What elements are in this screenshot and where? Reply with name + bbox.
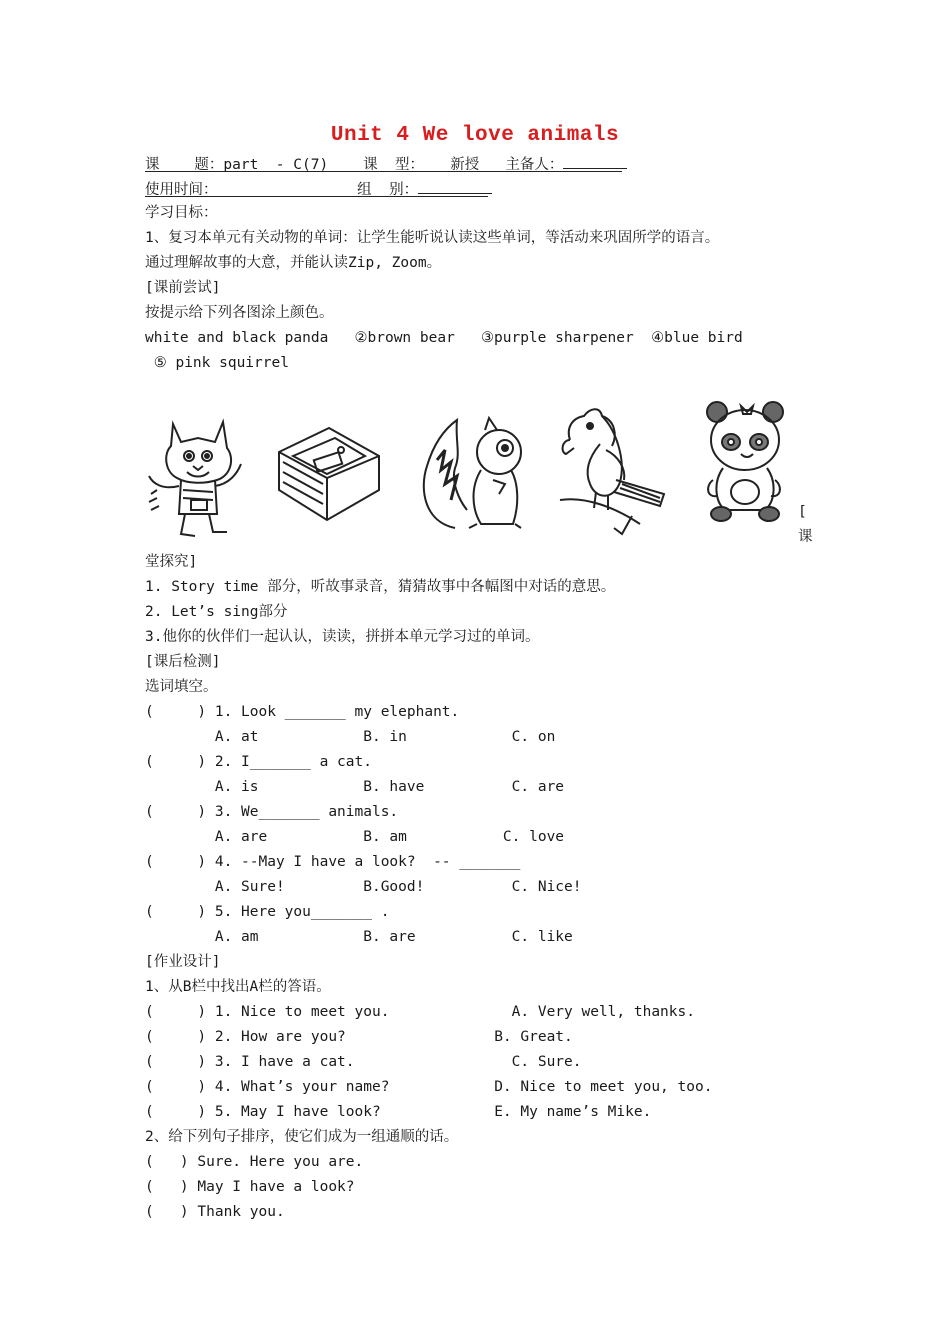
preview-items-line-1: white and black panda ②brown bear ③purple sharpener ④blue bird [145, 330, 743, 346]
preview-heading: [课前尝试] [145, 280, 221, 296]
match-row: ( ) 4. What’s your name? D. Nice to meet you, too. [145, 1079, 713, 1095]
match-row: ( ) 3. I have a cat. C. Sure. [145, 1054, 582, 1070]
explore-heading-rest: 堂探究] [145, 554, 198, 570]
match-row: ( ) 5. May I have look? E. My name’s Mike. [145, 1104, 652, 1120]
preview-instruction: 按提示给下列各图涂上颜色。 [145, 305, 334, 321]
question-4: ( ) 4. --May I have a look? -- _______ [145, 854, 521, 870]
explore-heading-char: 课 [798, 529, 813, 545]
homework-heading: [作业设计] [145, 954, 221, 970]
objectives-line-1: 1、复习本单元有关动物的单词：让学生能听说认读这些单词，等活动来巩固所学的语言。 [145, 230, 720, 246]
question-3-options: A. are B. am C. love [145, 829, 565, 845]
explore-heading-bracket: [ [798, 504, 807, 520]
question-5-options: A. am B. are C. like [145, 929, 573, 945]
preparer-blank [563, 154, 627, 169]
question-5: ( ) 5. Here you_______ . [145, 904, 390, 920]
panda-drawing [703, 398, 785, 524]
question-4-options: A. Sure! B.Good! C. Nice! [145, 879, 582, 895]
sharpener-drawing [269, 416, 387, 528]
order-row: ( ) Thank you. [145, 1204, 285, 1220]
explore-item-1: 1. Story time 部分，听故事录音，猜猜故事中各幅图中对话的意思。 [145, 579, 616, 595]
objectives-heading: 学习目标： [145, 205, 218, 221]
preview-items-line-2: ⑤ pink squirrel [145, 355, 289, 371]
homework-task-2: 2、给下列句子排序，使它们成为一组通顺的话。 [145, 1129, 459, 1145]
question-1: ( ) 1. Look _______ my elephant. [145, 704, 460, 720]
header-row-1-text: 课 题：part - C(7) 课 型： 新授 主备人： [145, 157, 564, 173]
explore-item-3: 3.他你的伙伴们一起认认，读读，拼拼本单元学习过的单词。 [145, 629, 540, 645]
header-underline-1 [145, 171, 622, 172]
cat-drawing [143, 414, 251, 542]
homework-task-1: 1、从B栏中找出A栏的答语。 [145, 979, 331, 995]
header-row-2-text: 使用时间： 组 别： [145, 182, 419, 198]
question-1-options: A. at B. in C. on [145, 729, 556, 745]
squirrel-drawing [415, 410, 533, 532]
match-row: ( ) 2. How are you? B. Great. [145, 1029, 573, 1045]
explore-item-2: 2. Let’s sing部分 [145, 604, 288, 620]
match-row: ( ) 1. Nice to meet you. A. Very well, thanks. [145, 1004, 695, 1020]
order-row: ( ) May I have a look? [145, 1179, 355, 1195]
header-underline-2 [145, 196, 488, 197]
order-row: ( ) Sure. Here you are. [145, 1154, 364, 1170]
page-title: Unit 4 We love animals [330, 124, 620, 147]
question-2-options: A. is B. have C. are [145, 779, 565, 795]
bird-drawing [556, 400, 668, 540]
check-heading: [课后检测] [145, 654, 221, 670]
objectives-line-2: 通过理解故事的大意，并能认读Zip, Zoom。 [145, 255, 442, 271]
check-instruction: 选词填空。 [145, 679, 218, 695]
question-2: ( ) 2. I_______ a cat. [145, 754, 372, 770]
group-blank [418, 179, 492, 194]
question-3: ( ) 3. We_______ animals. [145, 804, 399, 820]
